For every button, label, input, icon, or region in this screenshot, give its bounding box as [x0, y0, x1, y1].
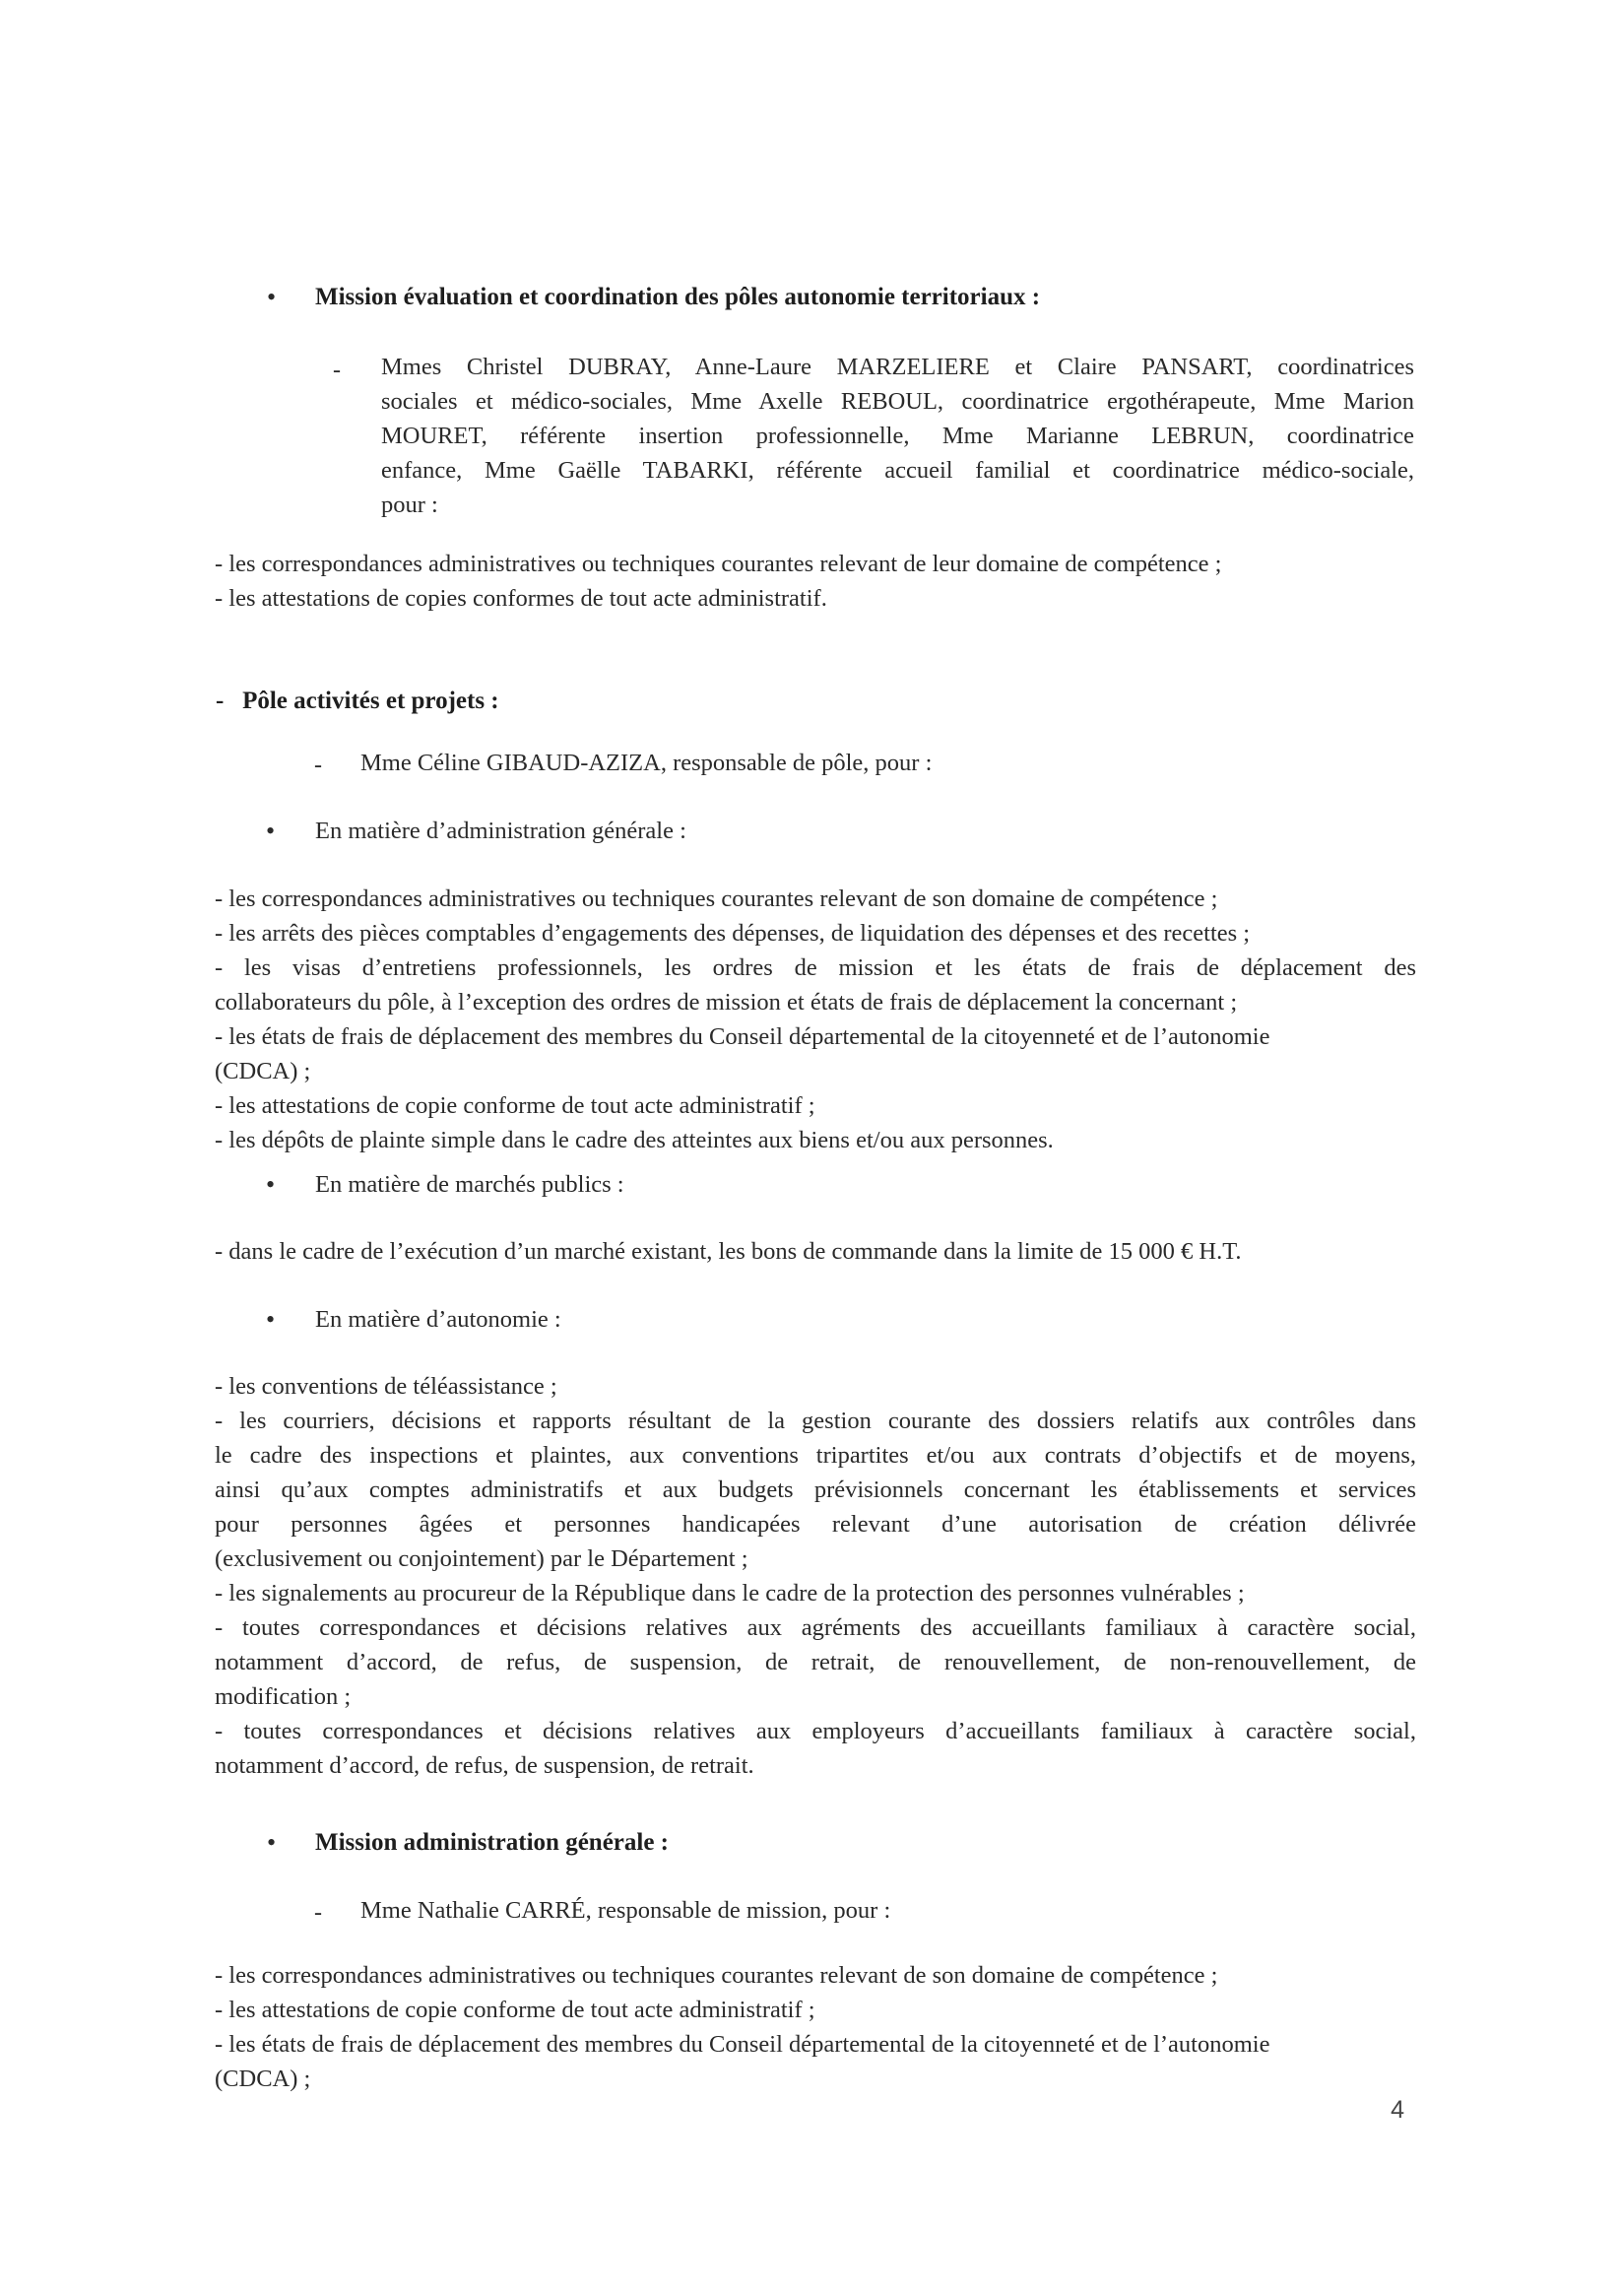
list-item: - toutes correspondances et décisions relatives aux agréments des accueillants familiaux à caractère social,: [215, 1614, 1416, 1641]
section3-bullet: •: [267, 1828, 277, 1857]
list-item: - les correspondances administratives ou techniques courantes relevant de son domaine de compétence ;: [215, 1962, 1218, 1989]
list-item: - les correspondances administratives ou techniques courantes relevant de son domaine de compétence ;: [215, 886, 1218, 912]
section1-line: pour :: [381, 492, 438, 518]
list-item: - les arrêts des pièces comptables d’engagements des dépenses, de liquidation des dépenses et des recettes ;: [215, 920, 1251, 947]
list-item: - les signalements au procureur de la République dans le cadre de la protection des personnes vulnérables ;: [215, 1580, 1245, 1607]
list-item: - toutes correspondances et décisions relatives aux employeurs d’accueillants familiaux à caractère social,: [215, 1718, 1416, 1744]
list-item: - les correspondances administratives ou techniques courantes relevant de leur domaine de compétence ;: [215, 551, 1222, 577]
page-number: 4: [1391, 2096, 1404, 2124]
list-item: ainsi qu’aux comptes administratifs et aux budgets prévisionnels concernant les établissements et services: [215, 1476, 1416, 1503]
list-item: - les dépôts de plainte simple dans le cadre des atteintes aux biens et/ou aux personnes.: [215, 1127, 1054, 1153]
section2-sub2-list: [215, 1234, 1416, 1269]
list-item: notamment d’accord, de refus, de suspension, de retrait.: [215, 1752, 754, 1779]
list-item: modification ;: [215, 1683, 352, 1710]
list-item: - les attestations de copie conforme de tout acte administratif ;: [215, 1092, 815, 1119]
section1-heading: Mission évaluation et coordination des pôles autonomie territoriaux :: [315, 284, 1041, 310]
section1-items: [215, 547, 1416, 616]
section2-sub3-list: [215, 1369, 1416, 1783]
section3-heading: Mission administration générale :: [315, 1829, 670, 1856]
list-item: notamment d’accord, de refus, de suspension, de retrait, de renouvellement, de non-renouvellement, de: [215, 1649, 1416, 1675]
list-item: (CDCA) ;: [215, 2066, 311, 2092]
section2-person-dash: -: [314, 753, 322, 778]
list-item: collaborateurs du pôle, à l’exception des ordres de mission et états de frais de déplacement la concernant ;: [215, 989, 1238, 1016]
section1-line: Mmes Christel DUBRAY, Anne-Laure MARZELIERE et Claire PANSART, coordinatrices: [381, 354, 1414, 380]
list-item: pour personnes âgées et personnes handicapées relevant d’une autorisation de création délivrée: [215, 1511, 1416, 1538]
section2-sub2-title: En matière de marchés publics :: [315, 1171, 624, 1198]
list-item: - les attestations de copie conforme de tout acte administratif ;: [215, 1997, 815, 2023]
section2-sub1-bullet: •: [266, 817, 276, 845]
section1-persons: [381, 350, 1414, 522]
list-item: - les courriers, décisions et rapports résultant de la gestion courante des dossiers relatifs aux contrôles dans: [215, 1408, 1416, 1434]
list-item: - les visas d’entretiens professionnels, les ordres de mission et les états de frais de déplacement des: [215, 954, 1416, 981]
section1-line: MOURET, référente insertion professionnelle, Mme Marianne LEBRUN, coordinatrice: [381, 423, 1414, 449]
section2-heading: - Pôle activités et projets :: [216, 688, 499, 714]
list-item: - les conventions de téléassistance ;: [215, 1373, 557, 1400]
section2-sub3-title: En matière d’autonomie :: [315, 1306, 561, 1333]
section1-bullet: •: [267, 283, 277, 311]
list-item: - les états de frais de déplacement des membres du Conseil départemental de la citoyenneté et de l’autonomie: [215, 2031, 1270, 2058]
list-item: le cadre des inspections et plaintes, aux conventions tripartites et/ou aux contrats d’objectifs et de moyens,: [215, 1442, 1416, 1469]
list-item: - les états de frais de déplacement des membres du Conseil départemental de la citoyenneté et de l’autonomie: [215, 1023, 1270, 1050]
section2-sub1-title: En matière d’administration générale :: [315, 818, 686, 844]
list-item: - les attestations de copies conformes de tout acte administratif.: [215, 585, 827, 612]
list-item: (CDCA) ;: [215, 1058, 311, 1084]
list-item: - dans le cadre de l’exécution d’un marché existant, les bons de commande dans la limite de 15 000 € H.T.: [215, 1238, 1242, 1265]
section1-line: sociales et médico-sociales, Mme Axelle REBOUL, coordinatrice ergothérapeute, Mme Marion: [381, 388, 1414, 415]
section2-sub3-bullet: •: [266, 1305, 276, 1334]
section2-sub2-bullet: •: [266, 1170, 276, 1199]
section1-line: enfance, Mme Gaëlle TABARKI, référente accueil familial et coordinatrice médico-sociale,: [381, 457, 1414, 484]
list-item: (exclusivement ou conjointement) par le Département ;: [215, 1545, 748, 1572]
section3-person: Mme Nathalie CARRÉ, responsable de mission, pour :: [360, 1897, 891, 1924]
section2-sub1-list: [215, 882, 1416, 1157]
section3-list: [215, 1958, 1416, 2096]
section3-person-dash: -: [314, 1900, 322, 1926]
section2-person: Mme Céline GIBAUD-AZIZA, responsable de pôle, pour :: [360, 750, 933, 776]
section1-dash: -: [333, 358, 341, 383]
